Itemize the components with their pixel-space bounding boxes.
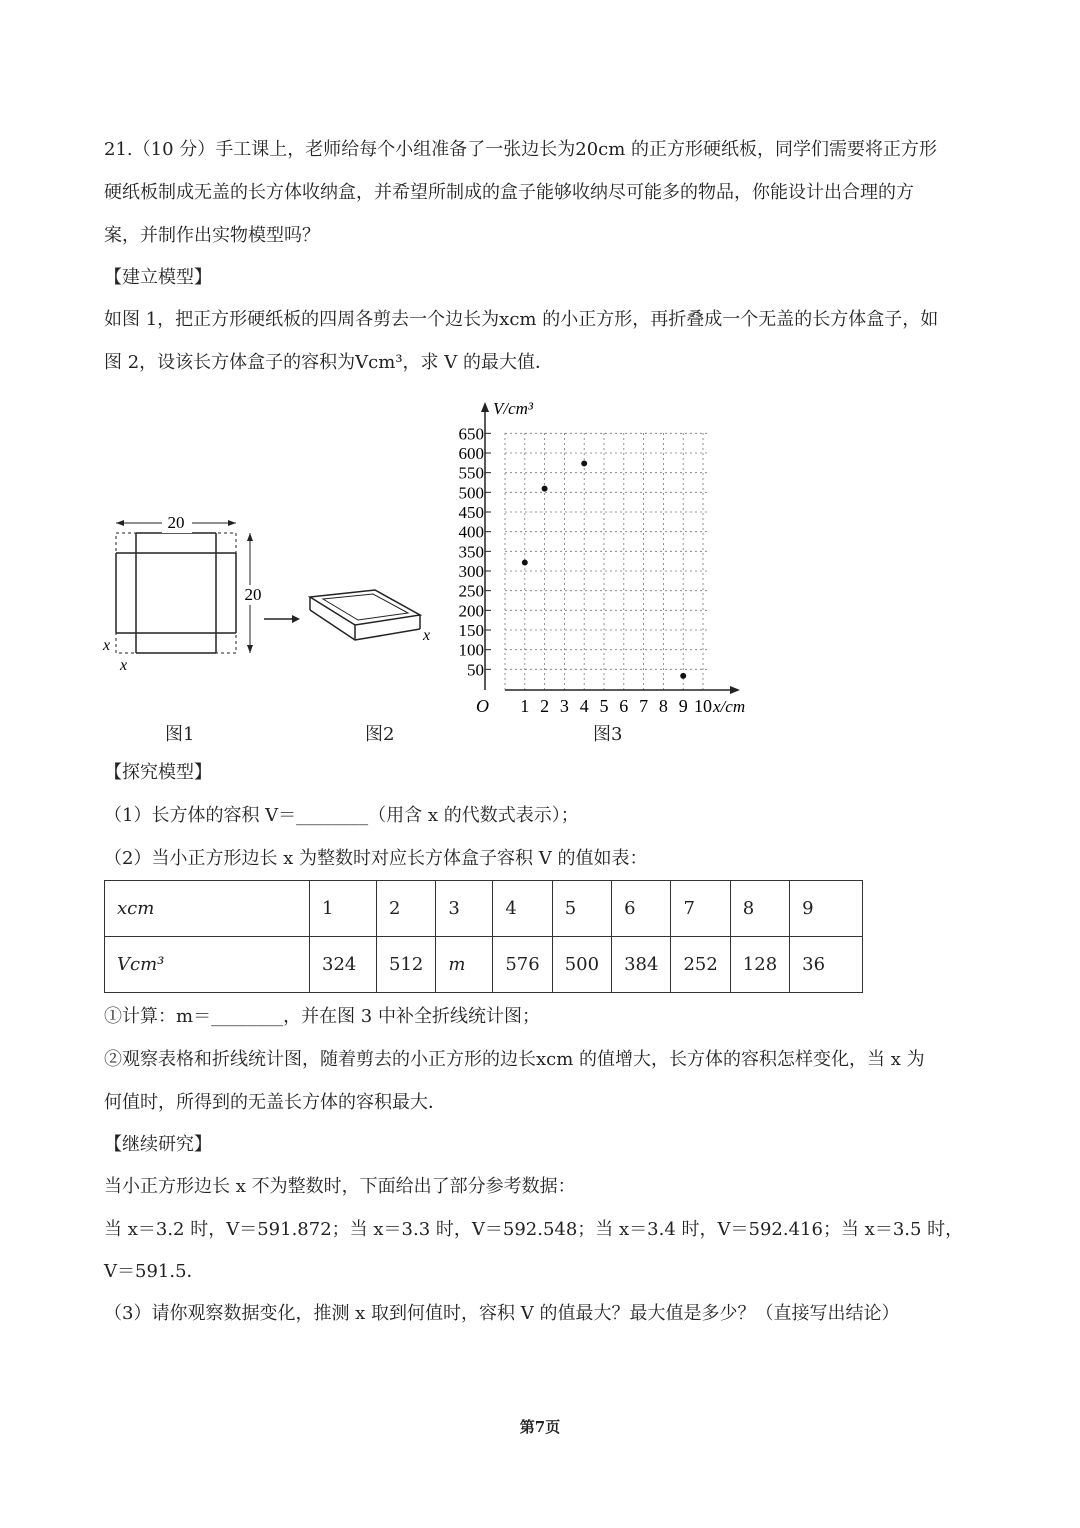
table-cell: 9	[790, 881, 863, 937]
table-row	[105, 881, 863, 937]
chart-y-label: V/cm³	[493, 399, 534, 418]
question-2a: ①计算：m＝________，并在图 3 中补全折线统计图；	[104, 1006, 540, 1027]
figure-3-chart	[440, 390, 770, 720]
chart-y-tick-label: 150	[458, 621, 484, 640]
chart-y-tick-label: 250	[458, 581, 484, 601]
table-cell: 6	[612, 881, 671, 937]
chart-y-tick-label: 350	[458, 542, 484, 562]
table-cell: 384	[612, 937, 671, 993]
chart-y-tick-label: 400	[458, 522, 484, 542]
table-cell: 3	[436, 881, 493, 937]
chart-x-tick-label: 10	[694, 696, 712, 716]
model-line1: 如图 1，把正方形硬纸板的四周各剪去一个边长为xcm 的小正方形，再折叠成一个无盖的长方体盒子，如	[104, 309, 939, 330]
chart-x-tick-label: 2	[540, 696, 550, 716]
problem-intro-line1: 21.（10 分）手工课上，老师给每个小组准备了一张边长为20cm 的正方形硬纸板，同学们需要将正方形	[104, 139, 938, 160]
table-cell: 4	[493, 881, 552, 937]
continue-line2: 当 x＝3.2 时，V＝591.872；当 x＝3.3 时，V＝592.548；当 x＝3.4 时，V＝592.416；当 x＝3.5 时，	[104, 1219, 964, 1240]
fig1-caption: 图1	[165, 724, 195, 745]
section-build-model: 【建立模型】	[104, 267, 212, 288]
table-cell: 128	[730, 937, 789, 993]
problem-intro-line2: 硬纸板制成无盖的长方体收纳盒，并希望所制成的盒子能够收纳尽可能多的物品，你能设计出合理的方	[104, 182, 914, 203]
fig1-right-dim: 20	[244, 585, 262, 604]
table-cell: 252	[671, 937, 730, 993]
table-cell: 8	[730, 881, 789, 937]
chart-x-tick-label: 3	[559, 696, 569, 716]
section-explore-model: 【探究模型】	[104, 762, 212, 783]
chart-x-tick-label: 7	[639, 696, 649, 716]
question-2b-line2: 何值时，所得到的无盖长方体的容积最大．	[104, 1092, 446, 1113]
fig1-x-label-b: x	[120, 657, 128, 674]
chart-data-point	[680, 673, 686, 679]
chart-x-tick-label: 1	[520, 696, 530, 716]
chart-y-tick-label: 300	[458, 562, 484, 581]
chart-y-tick-label: 50	[467, 660, 484, 680]
data-table	[104, 880, 863, 993]
chart-y-tick-label: 500	[458, 483, 484, 503]
chart-y-tick-label: 200	[458, 601, 484, 621]
chart-data-point	[542, 486, 548, 492]
problem-intro-line3: 案，并制作出实物模型吗？	[104, 225, 320, 246]
continue-line1: 当小正方形边长 x 不为整数时，下面给出了部分参考数据：	[104, 1176, 576, 1197]
fig2-caption: 图2	[365, 724, 395, 745]
table-cell: m	[436, 937, 493, 993]
fig1-top-dim: 20	[167, 513, 185, 532]
table-cell: 324	[310, 937, 377, 993]
figure-2	[305, 585, 440, 655]
chart-y-tick-label: 650	[458, 424, 484, 444]
figure-1	[100, 505, 280, 680]
table-row-header: xcm	[105, 881, 310, 937]
fig3-caption: 图3	[593, 724, 623, 745]
table-cell: 500	[552, 937, 611, 993]
arrow-right-icon	[262, 612, 302, 626]
table-cell: 36	[790, 937, 863, 993]
chart-y-tick-label: 100	[458, 640, 484, 660]
fig2-x-label: x	[423, 627, 431, 644]
table-row-header: Vcm³	[105, 937, 310, 993]
chart-y-tick-label: 450	[458, 503, 484, 522]
chart-data-point	[581, 460, 587, 466]
chart-origin-label: O	[476, 696, 489, 716]
fig1-x-label-a: x	[103, 637, 111, 654]
chart-x-tick-label: 5	[599, 696, 609, 716]
question-1: （1）长方体的容积 V＝________（用含 x 的代数式表示）；	[104, 805, 579, 826]
chart-y-tick-label: 550	[458, 463, 484, 483]
chart-x-tick-label: 6	[619, 696, 629, 716]
page-number: 第7页	[519, 1418, 561, 1436]
section-continue-research: 【继续研究】	[104, 1134, 212, 1155]
chart-data-point	[522, 560, 528, 566]
table-cell: 5	[552, 881, 611, 937]
question-2: （2）当小正方形边长 x 为整数时对应长方体盒子容积 V 的值如表：	[104, 848, 648, 869]
table-cell: 2	[377, 881, 436, 937]
table-cell: 1	[310, 881, 377, 937]
table-cell: 7	[671, 881, 730, 937]
chart-y-tick-label: 600	[458, 444, 484, 463]
table-row	[105, 937, 863, 993]
question-3: （3）请你观察数据变化，推测 x 取到何值时，容积 V 的值最大？最大值是多少？（直接写出结论）	[104, 1303, 900, 1324]
continue-line3: V＝591.5．	[104, 1261, 205, 1282]
table-cell: 576	[493, 937, 552, 993]
chart-x-tick-label: 8	[658, 696, 668, 716]
chart-x-tick-label: 4	[579, 696, 589, 716]
model-line2: 图 2，设该长方体盒子的容积为Vcm³，求 V 的最大值．	[104, 352, 553, 373]
question-2b-line1: ②观察表格和折线统计图，随着剪去的小正方形的边长xcm 的值增大，长方体的容积怎样变化，当 x 为	[104, 1049, 925, 1070]
chart-x-tick-label: 9	[678, 696, 688, 716]
table-cell: 512	[377, 937, 436, 993]
chart-x-label: x/cm	[713, 697, 746, 716]
